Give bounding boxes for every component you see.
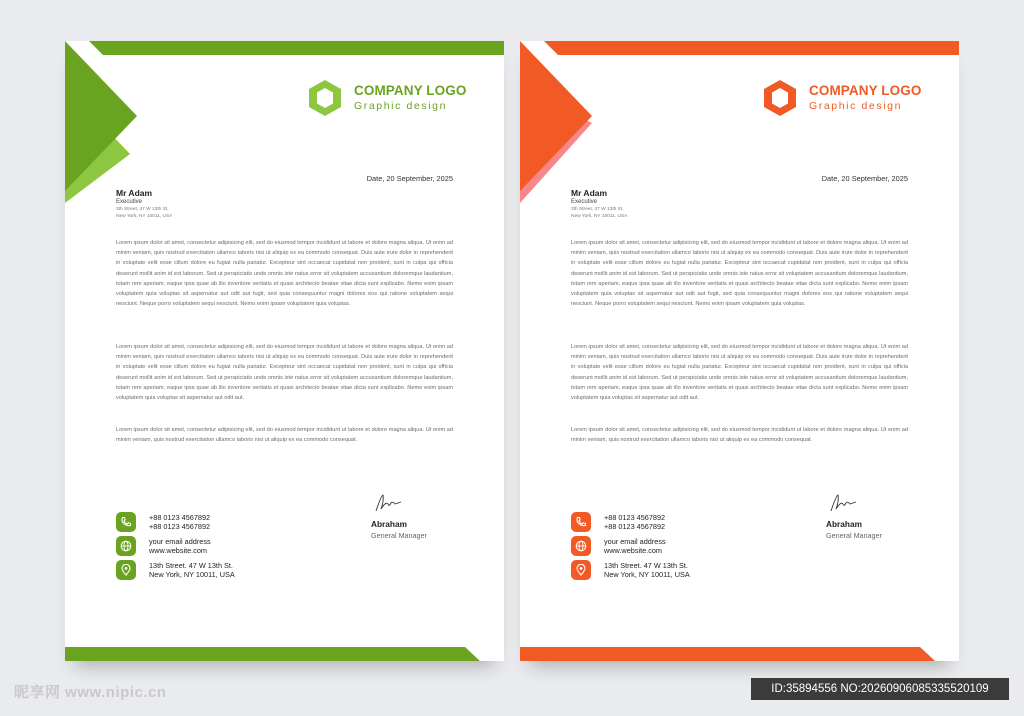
email-address: your email address: [149, 537, 211, 546]
logo-title: COMPANY LOGO: [354, 83, 467, 98]
recipient-address-line1: 3th Street, 47 W 13th St,: [116, 207, 169, 212]
logo-subtitle: Graphic design: [809, 100, 903, 112]
logo-subtitle: Graphic design: [354, 100, 448, 112]
letterhead-green: [65, 41, 504, 661]
recipient-block: [571, 188, 627, 220]
hexagon-logo-icon: [308, 79, 342, 117]
recipient-name: Mr Adam: [571, 188, 608, 198]
location-pin-icon: [116, 560, 136, 580]
phone-icon: [116, 512, 136, 532]
image-id-watermark: ID:35894556 NO:20260906085335520109: [751, 678, 1009, 700]
corner-triangle-decoration: [520, 41, 600, 206]
signatory-title: General Manager: [371, 531, 427, 540]
body-paragraph: Lorem ipsum dolor sit amet, consectetur adipisicing elit, sed do eiusmod tempor incididunt ut labore et dolore magna aliqua. Ut enim ad minim veniam, quis nostrud exercitation ullamco laboris nisi ut aliquip ex ea commodo consequat.: [571, 427, 908, 444]
body-paragraph: Lorem ipsum dolor sit amet, consectetur adipisicing elit, sed do eiusmod tempor incididunt ut labore et dolore magna aliqua. Ut enim ad minim veniam, quis nostrud exercitation ullamco laboris nisi ut aliquip ex ea commodo consequat. Duis aute irure dolor in reprehenderit in voluptate velit esse cillum dolore eu fugiat nulla pariatur. Excepteur sint occaecat cupidatat non proident, sunt in culpa qui officia deserunt mollit anim id est laborum. Sed ut perspiciatis unde omnis iste natus error sit voluptatem accusantium doloremque laudantium, totam rem aperiam, eaque ipsa quae ab illo inventore veritatis et quasi architecto beatae vitae dicta sunt explicabo. Nemo enim ipsam voluptatem quia voluptas sit aspernatur aut odit aut.: [116, 344, 453, 402]
globe-icon: [116, 536, 136, 556]
phone-icon: [571, 512, 591, 532]
city-address: New York, NY 10011, USA: [604, 570, 690, 579]
bottom-accent-band: [520, 647, 959, 661]
phone-number: +88 0123 4567892: [604, 513, 666, 522]
hexagon-logo-icon: [763, 79, 797, 117]
phone-number: +88 0123 4567892: [149, 513, 211, 522]
email-address: your email address: [604, 537, 666, 546]
signatory-title: General Manager: [826, 531, 882, 540]
signature-scribble: [374, 492, 404, 514]
letter-date: Date, 20 September, 2025: [821, 174, 908, 183]
company-logo: [763, 79, 953, 119]
letterhead-orange: [520, 41, 959, 661]
phone-number: +88 0123 4567892: [149, 522, 211, 531]
company-logo: [308, 79, 498, 119]
recipient-name: Mr Adam: [116, 188, 153, 198]
street-address: 13th Street. 47 W 13th St.: [604, 561, 688, 570]
signatory-name: Abraham: [371, 519, 407, 529]
body-paragraph: Lorem ipsum dolor sit amet, consectetur adipisicing elit, sed do eiusmod tempor incididunt ut labore et dolore magna aliqua. Ut enim ad minim veniam, quis nostrud exercitation ullamco laboris nisi ut aliquip ex ea commodo consequat. Duis aute irure dolor in reprehenderit in voluptate velit esse cillum dolore eu fugiat nulla pariatur. Excepteur sint occaecat cupidatat non proident, sunt in culpa qui officia deserunt mollit anim id est laborum. Sed ut perspiciatis unde omnis iste natus error sit voluptatem accusantium doloremque laudantium, totam rem aperiam, eaque ipsa quae ab illo inventore veritatis et quasi architecto beatae vitae dicta sunt explicabo. Nemo enim ipsam voluptatem quia voluptas sit aspernatur aut odit aut.: [571, 344, 908, 402]
body-paragraph: Lorem ipsum dolor sit amet, consectetur adipisicing elit, sed do eiusmod tempor incididunt ut labore et dolore magna aliqua. Ut enim ad minim veniam, quis nostrud exercitation ullamco laboris nisi ut aliquip ex ea commodo consequat. Duis aute irure dolor in reprehenderit in voluptate velit esse cillum dolore eu fugiat nulla pariatur. Excepteur sint occaecat cupidatat non proident, sunt in culpa qui officia deserunt mollit anim id est laborum. Sed ut perspiciatis unde omnis iste natus error sit voluptatem accusantium doloremque laudantium, totam rem aperiam, eaque ipsa quae ab illo inventore veritatis et quasi architecto beatae vitae dicta sunt explicabo. Nemo enim ipsam voluptatem quia voluptas sit aspernatur aut odit aut fugit, sed quia consequuntur magni dolores eos qui ratione voluptatem sequi nesciunt. Neque porro voluptatem sequi nesciunt. Nemo enim ipsam voluptatem quia voluptas.: [116, 240, 453, 308]
recipient-address-line1: 3th Street, 47 W 13th St,: [571, 207, 624, 212]
bottom-accent-band: [65, 647, 504, 661]
body-paragraph: Lorem ipsum dolor sit amet, consectetur adipisicing elit, sed do eiusmod tempor incididunt ut labore et dolore magna aliqua. Ut enim ad minim veniam, quis nostrud exercitation ullamco laboris nisi ut aliquip ex ea commodo consequat. Duis aute irure dolor in reprehenderit in voluptate velit esse cillum dolore eu fugiat nulla pariatur. Excepteur sint occaecat cupidatat non proident, sunt in culpa qui officia deserunt mollit anim id est laborum. Sed ut perspiciatis unde omnis iste natus error sit voluptatem accusantium doloremque laudantium, totam rem aperiam, eaque ipsa quae ab illo inventore veritatis et quasi architecto beatae vitae dicta sunt explicabo. Nemo enim ipsam voluptatem quia voluptas sit aspernatur aut odit aut fugit, sed quia consequuntur magni dolores eos qui ratione voluptatem sequi nesciunt. Neque porro voluptatem sequi nesciunt. Nemo enim ipsam voluptatem quia voluptas.: [571, 240, 908, 308]
globe-icon: [571, 536, 591, 556]
logo-title: COMPANY LOGO: [809, 83, 922, 98]
street-address: 13th Street. 47 W 13th St.: [149, 561, 233, 570]
recipient-address-line2: New York, NY 10011, USA: [116, 213, 173, 219]
recipient-title: Executive: [116, 199, 143, 205]
recipient-block: [116, 188, 172, 220]
letter-date: Date, 20 September, 2025: [366, 174, 453, 183]
recipient-title: Executive: [571, 199, 598, 205]
phone-number: +88 0123 4567892: [604, 522, 666, 531]
recipient-address-line2: New York, NY 10011, USA: [571, 213, 628, 219]
website-url: www.website.com: [149, 546, 207, 555]
location-pin-icon: [571, 560, 591, 580]
signatory-name: Abraham: [826, 519, 862, 529]
site-watermark: 昵享网 www.nipic.cn: [14, 684, 167, 701]
corner-triangle-decoration: [65, 41, 145, 206]
signature-scribble: [829, 492, 859, 514]
website-url: www.website.com: [604, 546, 662, 555]
city-address: New York, NY 10011, USA: [149, 570, 235, 579]
body-paragraph: Lorem ipsum dolor sit amet, consectetur adipisicing elit, sed do eiusmod tempor incididunt ut labore et dolore magna aliqua. Ut enim ad minim veniam, quis nostrud exercitation ullamco laboris nisi ut aliquip ex ea commodo consequat.: [116, 427, 453, 444]
